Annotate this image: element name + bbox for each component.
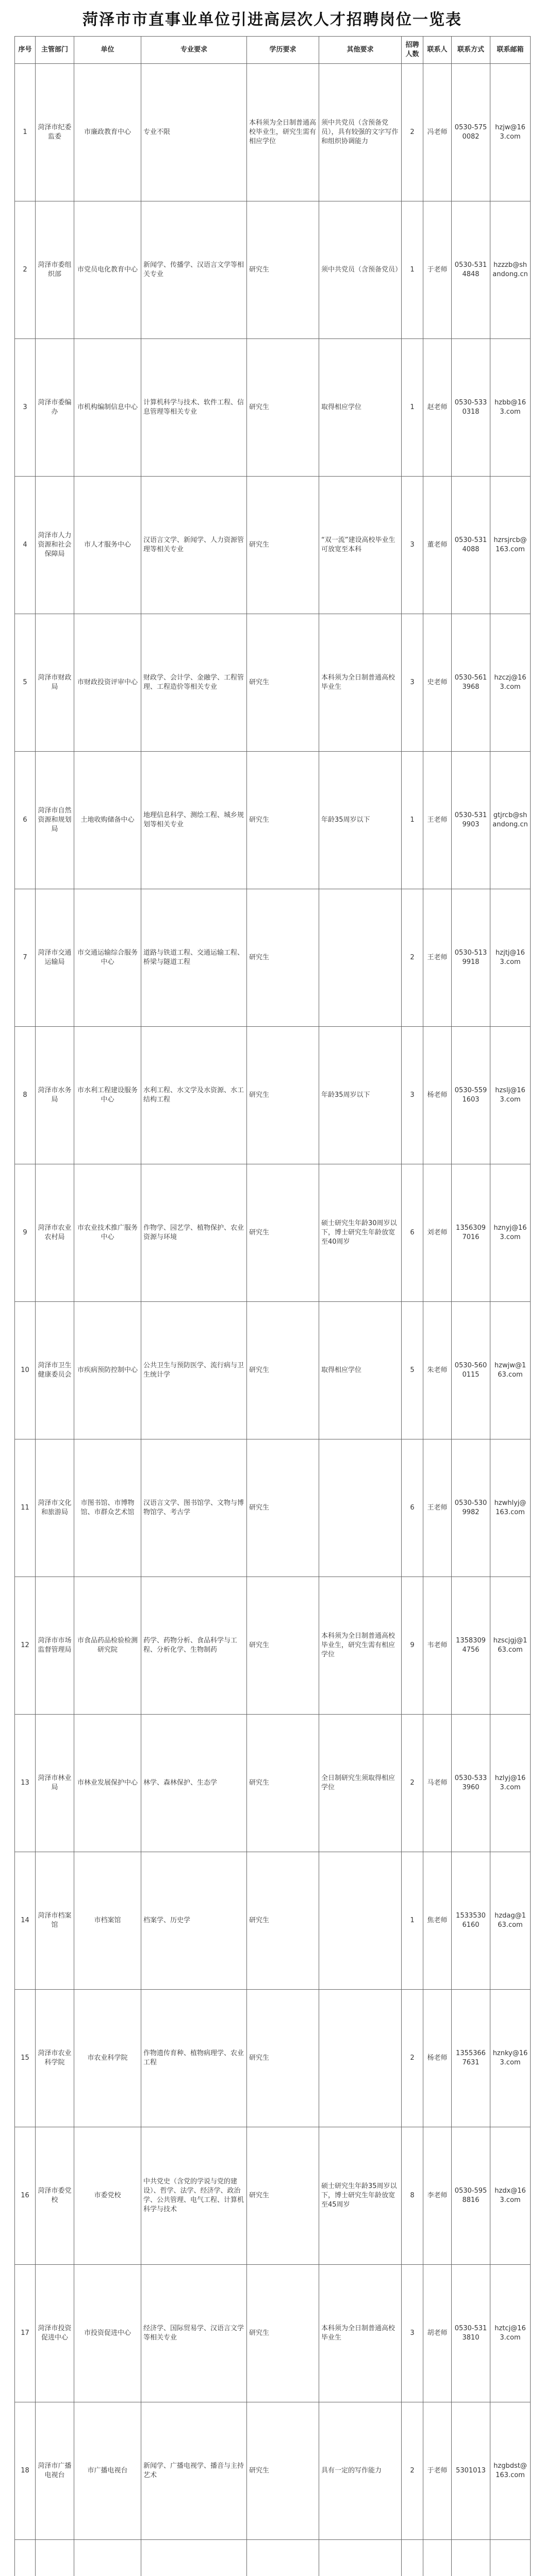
table-cell [247,2540,319,2576]
table-cell: 2 [402,2402,423,2540]
table-cell: 1 [402,752,423,889]
table-cell: 市林业发展保护中心 [74,1715,141,1852]
header-cell: 序号 [15,37,36,64]
table-cell: hzbb@163.com [490,339,531,477]
table-cell: 王老师 [423,752,452,889]
table-cell: 市交通运输综合服务中心 [74,889,141,1027]
table-cell: gtjrcb@shandong.cn [490,752,531,889]
table-cell [319,2540,402,2576]
table-cell: 财政学、会计学、金融学、工程管理、工程造价等相关专业 [141,614,247,752]
table-cell: 17 [15,2265,36,2402]
table-header-row [15,37,531,64]
table-cell: 2 [402,64,423,201]
table-cell: 菏泽市水务局 [36,1027,74,1164]
header-cell: 招聘人数 [402,37,423,64]
table-cell: 菏泽市委组织部 [36,201,74,339]
table-row [15,2127,531,2265]
table-cell: 研究生 [247,1990,319,2127]
table-cell: 研究生 [247,1715,319,1852]
table-cell: 冯老师 [423,64,452,201]
table-cell: 计算机科学与技术、软件工程、信息管理等相关专业 [141,339,247,477]
table-cell: 市广播电视台 [74,2402,141,2540]
table-cell: 汉语言文学、图书馆学、文物与博物馆学、考古学 [141,1439,247,1577]
table-cell: 研究生 [247,339,319,477]
table-cell [319,1852,402,1990]
table-cell: 药学、药物分析、食品科学与工程、分析化学、生物制药 [141,1577,247,1715]
table-cell: 7 [15,889,36,1027]
table-cell: 经济学、国际贸易学、汉语言文学等相关专业 [141,2265,247,2402]
table-cell: 16 [15,2127,36,2265]
table-row [15,2540,531,2576]
table-cell: 须中共党员（含预备党员） [319,201,402,339]
table-cell: 作物学、园艺学、植物保护、农业资源与环境 [141,1164,247,1302]
table-cell: 0530-5613968 [452,614,490,752]
table-row [15,201,531,339]
table-cell: 菏泽市林业局 [36,1715,74,1852]
table-cell: 11 [15,1439,36,1577]
table-cell: 6 [15,752,36,889]
table-cell: 研究生 [247,2402,319,2540]
table-cell: 13 [15,1715,36,1852]
table-cell: 杨老师 [423,1990,452,2127]
table-cell: 全日制研究生须取得相应学位 [319,1715,402,1852]
table-cell: 市党员电化教育中心 [74,201,141,339]
table-cell: 菏泽市财政局 [36,614,74,752]
table-cell: 菏泽市档案馆 [36,1852,74,1990]
table-cell: 0530-5333960 [452,1715,490,1852]
table-cell: 13553667631 [452,1990,490,2127]
table-cell: hzzzb@shandong.cn [490,201,531,339]
table-cell [36,2540,74,2576]
table-cell: “双一流”建设高校毕业生可放宽至本科 [319,477,402,614]
table-cell: 赵老师 [423,339,452,477]
table-cell: 市档案馆 [74,1852,141,1990]
header-cell: 专业要求 [141,37,247,64]
table-cell: 市水利工程建设服务中心 [74,1027,141,1164]
table-cell: 6 [402,1164,423,1302]
table-row [15,889,531,1027]
table-cell: 研究生 [247,1439,319,1577]
table-cell [402,2540,423,2576]
table-cell: 汉语言文学、新闻学、人力资源管理等相关专业 [141,477,247,614]
table-cell: 6 [402,1439,423,1577]
table-cell: 研究生 [247,1027,319,1164]
table-row [15,1715,531,1852]
table-cell: 董老师 [423,477,452,614]
table-cell: 具有一定的写作能力 [319,2402,402,2540]
table-cell: 0530-5600115 [452,1302,490,1439]
header-cell: 其他要求 [319,37,402,64]
table-cell [74,2540,141,2576]
table-row [15,2402,531,2540]
table-cell: 须中共党员（含预备党员），具有较强的文字写作和组织协调能力 [319,64,402,201]
table-cell: 菏泽市自然资源和规划局 [36,752,74,889]
table-cell: 1 [402,201,423,339]
table-cell [319,889,402,1027]
table-cell [319,1990,402,2127]
table-cell: 2 [402,1715,423,1852]
table-cell [423,2540,452,2576]
table-row [15,477,531,614]
table-cell: 市廉政教育中心 [74,64,141,201]
table-cell: 8 [15,1027,36,1164]
table-cell: 年龄35周岁以下 [319,1027,402,1164]
table-row [15,1852,531,1990]
table-cell: 专业不限 [141,64,247,201]
table-cell: 0530-5313810 [452,2265,490,2402]
table-cell: 市农业科学院 [74,1990,141,2127]
table-cell: 新闻学、广播电视学、播音与主持艺术 [141,2402,247,2540]
table-cell: 0530-5309982 [452,1439,490,1577]
table-cell: 菏泽市委党校 [36,2127,74,2265]
table-cell: 菏泽市委编办 [36,339,74,477]
header-cell: 主管部门 [36,37,74,64]
table-cell: 菏泽市农业农村局 [36,1164,74,1302]
table-cell [319,1439,402,1577]
table-cell: 道路与铁道工程、交通运输工程、桥梁与隧道工程 [141,889,247,1027]
table-cell: 硕士研究生年龄30周岁以下，博士研究生年龄放宽至40周岁 [319,1164,402,1302]
table-cell: 马老师 [423,1715,452,1852]
table-cell: 取得相应学位 [319,1302,402,1439]
table-cell: 中共党史（含党的学说与党的建设）、哲学、法学、经济学、政治学、公共管理、电气工程、计算机科学与技术 [141,2127,247,2265]
table-cell: 3 [15,339,36,477]
table-cell: hzjw@163.com [490,64,531,201]
table-row [15,339,531,477]
table-cell: 市图书馆、市博物馆、市群众艺术馆 [74,1439,141,1577]
table-cell: 硕士研究生年龄35周岁以下，博士研究生年龄放宽至45周岁 [319,2127,402,2265]
table-cell: hznyj@163.com [490,1164,531,1302]
table-cell: 公共卫生与预防医学、流行病与卫生统计学 [141,1302,247,1439]
table-cell: 市投资促进中心 [74,2265,141,2402]
table-cell: 市农业技术推广服务中心 [74,1164,141,1302]
table-cell: 市人才服务中心 [74,477,141,614]
table-cell: 13583094756 [452,1577,490,1715]
table-cell: 3 [402,477,423,614]
table-cell: 市疾病预防控制中心 [74,1302,141,1439]
table-cell: 市食品药品检验检测研究院 [74,1577,141,1715]
table-cell: hznky@163.com [490,1990,531,2127]
table-cell: 菏泽市交通运输局 [36,889,74,1027]
table-row [15,1439,531,1577]
table-cell: 研究生 [247,1852,319,1990]
table-cell: hzscjgj@163.com [490,1577,531,1715]
table-cell: 研究生 [247,2127,319,2265]
table-cell: 3 [402,614,423,752]
table-cell: 5301013 [452,2402,490,2540]
table-cell: 市机构编制信息中心 [74,339,141,477]
table-cell: 韦老师 [423,1577,452,1715]
table-cell: hzczj@163.com [490,614,531,752]
table-cell: 本科须为全日制普通高校毕业生 [319,2265,402,2402]
table-cell: 菏泽市卫生健康委员会 [36,1302,74,1439]
table-cell [452,2540,490,2576]
table-cell: 菏泽市投资促进中心 [36,2265,74,2402]
table-cell: hzjtj@163.com [490,889,531,1027]
table-cell: 0530-5139918 [452,889,490,1027]
table-row [15,614,531,752]
table-cell: 研究生 [247,477,319,614]
table-cell: 研究生 [247,614,319,752]
table-cell: 0530-5314848 [452,201,490,339]
table-cell: 12 [15,1577,36,1715]
table-cell: 档案学、历史学 [141,1852,247,1990]
table-cell: 研究生 [247,1302,319,1439]
table-cell: 朱老师 [423,1302,452,1439]
table-cell: 0530-5958816 [452,2127,490,2265]
table-cell: 3 [402,2265,423,2402]
table-row [15,1027,531,1164]
table-cell: hztcj@163.com [490,2265,531,2402]
table-cell: 菏泽市广播电视台 [36,2402,74,2540]
table-cell: 4 [15,477,36,614]
table-cell: 0530-5314088 [452,477,490,614]
recruitment-document [14,0,530,2576]
table-cell: 地理信息科学、测绘工程、城乡规划等相关专业 [141,752,247,889]
table-row [15,1164,531,1302]
table-cell: 作物遗传育种、植物病理学、农业工程 [141,1990,247,2127]
table-cell: 研究生 [247,752,319,889]
table-cell: 林学、森林保护、生态学 [141,1715,247,1852]
table-cell: hzwjw@163.com [490,1302,531,1439]
table-cell: 取得相应学位 [319,339,402,477]
table-cell: 市委党校 [74,2127,141,2265]
table-cell: 研究生 [247,1164,319,1302]
table-cell: 3 [402,1027,423,1164]
positions-table [14,36,531,2576]
table-cell: 研究生 [247,889,319,1027]
table-cell: 菏泽市市场监督管理局 [36,1577,74,1715]
table-cell: 本科须为全日制普通高校毕业生，研究生需有相应学位 [247,64,319,201]
table-cell: 5 [15,614,36,752]
table-cell: hzrsjrcb@163.com [490,477,531,614]
table-cell: 菏泽市人力资源和社会保障局 [36,477,74,614]
table-cell: 0530-5750082 [452,64,490,201]
table-cell: 0530-5319903 [452,752,490,889]
table-cell: 9 [15,1164,36,1302]
table-row [15,64,531,201]
table-body [15,64,531,2576]
table-cell: 1 [402,339,423,477]
table-cell: 0530-5591603 [452,1027,490,1164]
table-row [15,1302,531,1439]
table-cell [15,2540,36,2576]
table-cell: 1 [15,64,36,201]
table-cell: 史老师 [423,614,452,752]
table-cell: 李老师 [423,2127,452,2265]
table-cell: 研究生 [247,201,319,339]
table-cell: 菏泽市纪委监委 [36,64,74,201]
table-cell: 新闻学、传播学、汉语言文学等相关专业 [141,201,247,339]
document-title: 菏泽市市直事业单位引进高层次人才招聘岗位一览表 [83,11,462,29]
table-cell: 王老师 [423,889,452,1027]
table-cell: 研究生 [247,2265,319,2402]
table-cell: 10 [15,1302,36,1439]
table-cell: 刘老师 [423,1164,452,1302]
table-cell: 本科须为全日制普通高校毕业生 [319,614,402,752]
table-cell: 1 [402,1852,423,1990]
table-cell: 8 [402,2127,423,2265]
table-cell: 土地收购储备中心 [74,752,141,889]
table-cell: 研究生 [247,1577,319,1715]
header-cell: 联系人 [423,37,452,64]
table-cell: 菏泽市文化和旅游局 [36,1439,74,1577]
table-cell: 18 [15,2402,36,2540]
table-cell: 王老师 [423,1439,452,1577]
table-cell: 焦老师 [423,1852,452,1990]
table-cell: 菏泽市农业科学院 [36,1990,74,2127]
table-cell: hzwhlyj@163.com [490,1439,531,1577]
table-cell: hzgbdst@163.com [490,2402,531,2540]
header-cell: 单位 [74,37,141,64]
table-cell: 2 [402,1990,423,2127]
table-cell: 年龄35周岁以下 [319,752,402,889]
table-cell: 杨老师 [423,1027,452,1164]
table-cell: 于老师 [423,2402,452,2540]
table-row [15,1577,531,1715]
table-cell: 市财政投资评审中心 [74,614,141,752]
table-cell: 15 [15,1990,36,2127]
table-cell: 胡老师 [423,2265,452,2402]
table-cell: 2 [402,889,423,1027]
table-row [15,2265,531,2402]
table-cell: hzlyj@163.com [490,1715,531,1852]
header-cell: 联系邮箱 [490,37,531,64]
table-cell: 本科须为全日制普通高校毕业生，研究生需有相应学位 [319,1577,402,1715]
table-cell: 2 [15,201,36,339]
table-cell: hzslj@163.com [490,1027,531,1164]
table-cell: 5 [402,1302,423,1439]
table-cell: 13563097016 [452,1164,490,1302]
header-cell: 联系方式 [452,37,490,64]
table-cell [490,2540,531,2576]
table-cell: 于老师 [423,201,452,339]
table-cell: 14 [15,1852,36,1990]
header-cell: 学历要求 [247,37,319,64]
table-cell: hzdag@163.com [490,1852,531,1990]
table-cell: 0530-5330318 [452,339,490,477]
table-row [15,752,531,889]
table-cell: 9 [402,1577,423,1715]
table-cell: 水利工程、水文学及水资源、水工结构工程 [141,1027,247,1164]
table-cell: hzdx@163.com [490,2127,531,2265]
table-cell: 15335306160 [452,1852,490,1990]
table-cell [141,2540,247,2576]
table-row [15,1990,531,2127]
